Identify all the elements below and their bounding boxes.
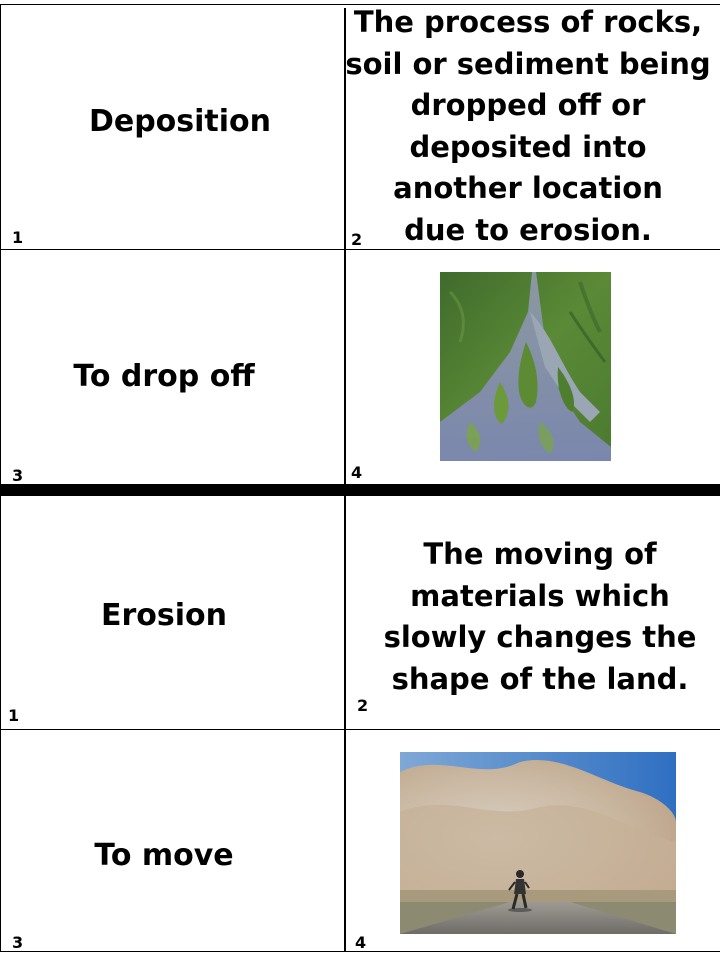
definition-line: dropped off or: [410, 88, 646, 122]
dust-storm-image: [400, 752, 676, 934]
definition-line: slowly changes the: [383, 620, 697, 654]
cell-number-4: 4: [355, 933, 367, 952]
related-word-drop-off: To drop off: [73, 359, 255, 394]
definition-erosion: [384, 534, 697, 700]
river-delta-image: [440, 272, 611, 461]
cell-number-3: 3: [12, 466, 24, 485]
cell-number-3: 3: [12, 933, 24, 952]
definition-line: due to erosion.: [404, 212, 652, 247]
card-separator: [0, 484, 720, 496]
cell-number-2: 2: [351, 230, 363, 249]
definition-deposition: [345, 2, 710, 251]
card-erosion: [0, 496, 720, 952]
related-word-move: To move: [94, 838, 234, 873]
term-erosion: Erosion: [100, 598, 228, 633]
definition-line: materials which: [410, 578, 670, 613]
cell-number-4: 4: [351, 463, 363, 482]
definition-line: deposited into: [409, 129, 647, 164]
definition-line: The process of rocks,: [353, 5, 703, 39]
definition-line: The moving of: [423, 537, 657, 571]
definition-line: another location: [393, 171, 663, 205]
cell-number-2: 2: [357, 696, 369, 715]
term-deposition: Deposition: [88, 104, 272, 139]
cell-number-1: 1: [12, 228, 24, 247]
definition-line: shape of the land.: [391, 661, 689, 696]
cell-number-1: 1: [8, 706, 20, 725]
definition-line: soil or sediment being: [345, 46, 711, 81]
